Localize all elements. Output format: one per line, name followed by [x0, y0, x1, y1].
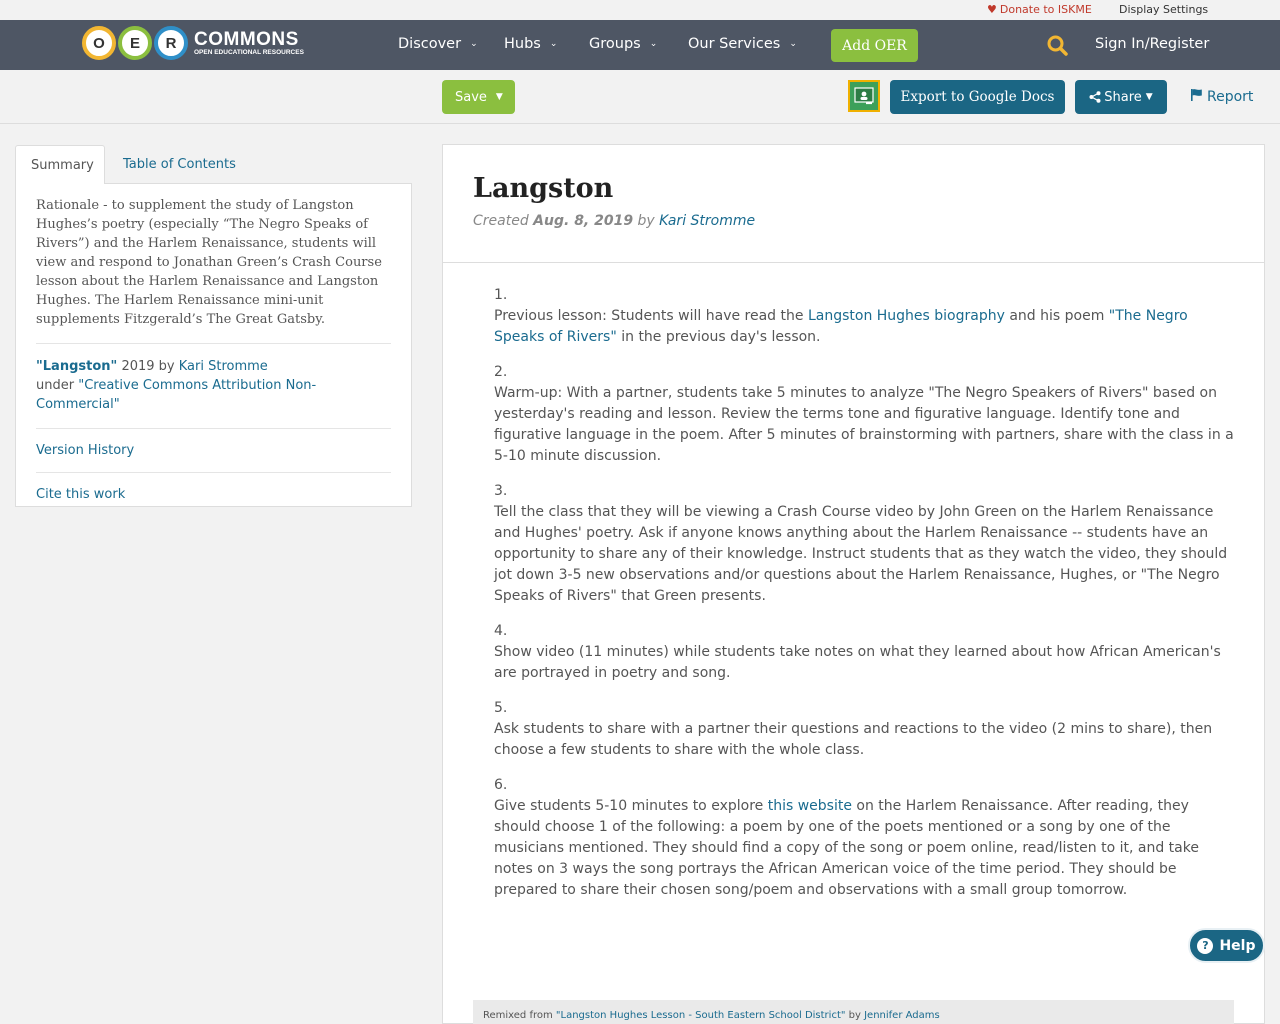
step-text-part: Warm-up: With a partner, students take 5 minutes to analyze "The Negro Speakers of Rivers" based on yesterday's reading and lesson. Review the terms tone and figurative language. Identify tone and figurative language in the poem. After 5 minutes of brainstorming with partners, share with the class in a 5-10 minute discussion. [494, 385, 1234, 464]
chevron-down-icon: ⌄ [789, 39, 797, 49]
resource-meta [473, 213, 755, 229]
step-link[interactable]: "The Negro Speaks of Rivers" [494, 308, 1188, 345]
report-label: Report [1207, 89, 1254, 105]
add-oer-button[interactable]: Add OER [831, 29, 918, 62]
google-classroom-icon[interactable] [848, 80, 880, 112]
version-history-link[interactable]: Version History [36, 443, 135, 458]
resource-title: Langston [473, 173, 614, 204]
lesson-step [494, 285, 1239, 348]
logo-letter-e: E [118, 26, 152, 60]
license-year-by: 2019 by [117, 359, 179, 374]
chevron-down-icon: ⌄ [470, 39, 478, 49]
display-settings-link[interactable]: Display Settings [1119, 3, 1209, 16]
created-label: Created [473, 213, 534, 229]
step-text-part: Give students 5-10 minutes to explore [494, 798, 768, 814]
save-label: Save [455, 89, 487, 105]
flag-icon [1190, 88, 1203, 101]
main-navbar [0, 20, 1280, 70]
lesson-steps [494, 285, 1239, 915]
search-icon[interactable] [1047, 35, 1068, 56]
step-number: 1. [494, 287, 508, 303]
lesson-step [494, 698, 1239, 761]
step-text-part: Ask students to share with a partner their questions and reactions to the video (2 mins to share), then choose a few students to share with the whole class. [494, 721, 1213, 758]
step-number: 3. [494, 483, 508, 499]
step-text-part: in the previous day's lesson. [616, 329, 821, 345]
resource-sidebar [15, 145, 412, 508]
license-name-link[interactable]: "Creative Commons Attribution Non-Commercial" [36, 378, 317, 412]
step-number: 6. [494, 777, 508, 793]
nav-hubs-label: Hubs [504, 36, 541, 52]
question-icon: ? [1197, 938, 1213, 954]
tab-table-of-contents[interactable]: Table of Contents [123, 157, 236, 172]
lesson-step [494, 362, 1239, 467]
step-link[interactable]: Langston Hughes biography [807, 308, 1005, 324]
rationale-text: Rationale - to supplement the study of Langston Hughes’s poetry (especially “The Negro Speaks of Rivers”) and the Harlem Renaissance, students will view and respond to Jonathan Green’s Crash Course lesson about the Harlem Renaissance and Langston Hughes. The Harlem Renaissance mini-unit supplements Fitzgerald’s The Great Gatsby. [36, 198, 382, 327]
step-text-part: Show video (11 minutes) while students take notes on what they learned about how African American's are portrayed in poetry and song. [494, 644, 1221, 681]
lesson-step [494, 481, 1239, 607]
utility-bar [0, 0, 1280, 20]
help-button[interactable] [1188, 928, 1265, 963]
step-text [494, 798, 1199, 898]
cite-this-work-link[interactable]: Cite this work [36, 487, 126, 502]
donate-link[interactable] [987, 3, 1092, 16]
chevron-down-icon: ⌄ [649, 39, 658, 49]
license-under: under [36, 378, 79, 393]
header-divider [443, 262, 1264, 263]
remix-attribution [473, 1000, 1234, 1024]
donate-label: Donate to ISKME [999, 3, 1092, 16]
step-text [494, 721, 1212, 758]
created-by: by [633, 213, 660, 229]
step-text [494, 504, 1227, 604]
summary-panel [15, 183, 412, 507]
heart-icon: ♥ [987, 3, 997, 16]
step-number: 5. [494, 700, 508, 716]
tab-summary[interactable]: Summary [15, 145, 105, 184]
classroom-board-icon [854, 87, 874, 105]
export-google-docs-button[interactable]: Export to Google Docs [890, 80, 1065, 114]
resource-toolbar [0, 70, 1280, 124]
step-text-part: and his poem [1004, 308, 1109, 324]
step-text-part: Tell the class that they will be viewing a Crash Course video by John Green on the Harlem Renaissance and Hughes' poetry. Ask if anyone knows anything about the Harlem Renaissance -- students have an opportunity to share any of their knowledge. Instruct students that as they watch the video, they should jot down 3-5 new observations and/or questions about the Harlem Renaissance, Hughes, or "The Negro Speaks of Rivers" that Green presents. [494, 504, 1228, 604]
oer-commons-logo[interactable] [82, 26, 304, 60]
step-text [494, 385, 1234, 464]
logo-name: COMMONS [194, 28, 299, 50]
logo-tagline: OPEN EDUCATIONAL RESOURCES [194, 48, 304, 56]
lesson-step [494, 775, 1239, 901]
step-text [494, 644, 1221, 681]
step-link[interactable]: this website [767, 798, 852, 814]
nav-our-services[interactable] [688, 36, 797, 52]
caret-down-icon: ▼ [1145, 92, 1153, 102]
step-number: 2. [494, 364, 508, 380]
author-link[interactable]: Kari Stromme [659, 213, 756, 229]
license-info [36, 344, 391, 414]
step-text-part: on the Harlem Renaissance. After reading, they should choose 1 of the following: a poem by one of the poets mentioned or a song by one of the musicians mentioned. They should find a copy of the song or poem online, read/listen to it, and take notes on 3 ways the song portrays the African American voice of the time period. They should be prepared to share their chosen song/poem and observations with a small group tomorrow. [494, 798, 1199, 898]
created-date: Aug. 8, 2019 [533, 213, 634, 229]
share-button[interactable] [1075, 80, 1167, 114]
sign-in-register-link[interactable]: Sign In/Register [1095, 36, 1210, 52]
nav-our-services-label: Our Services [688, 36, 781, 52]
logo-letter-o: O [82, 26, 116, 60]
lesson-step [494, 621, 1239, 684]
nav-groups-label: Groups [589, 36, 641, 52]
chevron-down-icon: ⌄ [549, 39, 558, 49]
step-number: 4. [494, 623, 508, 639]
license-resource-title[interactable]: "Langston" [36, 359, 118, 374]
help-label: Help [1219, 937, 1256, 954]
logo-wordmark [194, 30, 304, 57]
step-text [494, 308, 1188, 345]
report-link[interactable] [1190, 88, 1253, 105]
remix-label: Remixed from [483, 1010, 556, 1021]
nav-discover[interactable] [398, 36, 478, 52]
caret-down-icon: ▼ [495, 92, 503, 102]
save-button[interactable] [442, 80, 515, 114]
nav-groups[interactable] [589, 36, 657, 52]
remix-by: by [845, 1010, 865, 1021]
share-icon [1089, 91, 1101, 103]
remix-source-link[interactable]: "Langston Hughes Lesson - South Eastern School District" [555, 1010, 846, 1021]
license-author-link[interactable]: Kari Stromme [178, 359, 268, 374]
resource-content [442, 144, 1265, 1024]
share-label: Share [1104, 89, 1142, 105]
remix-author-link[interactable]: Jennifer Adams [864, 1010, 940, 1021]
step-text-part: Previous lesson: Students will have read the [494, 308, 808, 324]
nav-discover-label: Discover [398, 36, 462, 52]
sidebar-tabs [15, 145, 412, 184]
nav-hubs[interactable] [504, 36, 557, 52]
logo-letter-r: R [154, 26, 188, 60]
